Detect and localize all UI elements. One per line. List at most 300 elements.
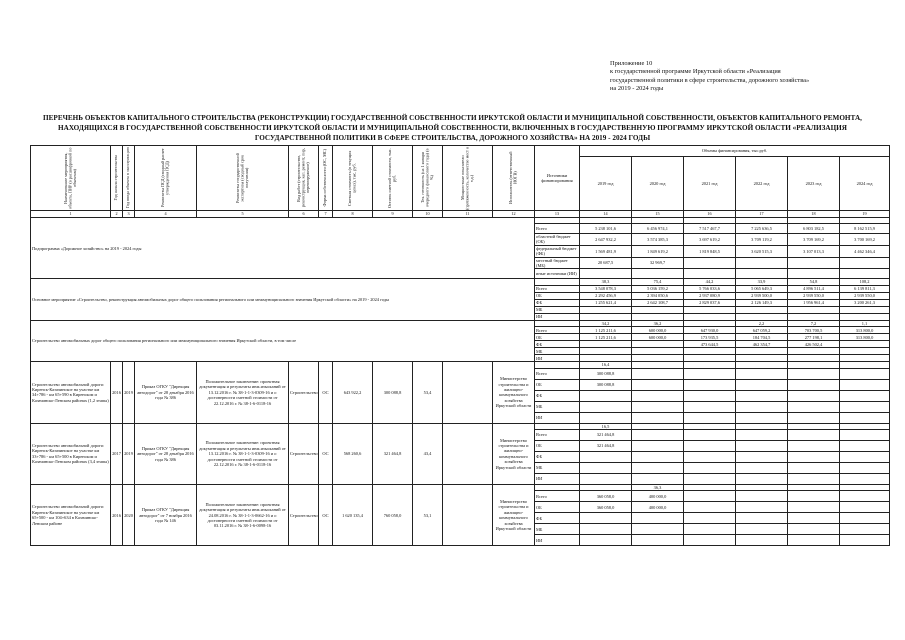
funding-value: 3 620 515,3 xyxy=(736,245,788,257)
object-end-year: 2020 xyxy=(123,485,135,546)
funding-value xyxy=(632,341,684,348)
appendix-line: к государственной программе Иркутской области «Реализация xyxy=(610,68,781,76)
funding-source: ОБ xyxy=(535,292,580,299)
funding-source: ФБ xyxy=(535,390,580,401)
funding-value: 3 574 385,3 xyxy=(632,234,684,246)
funding-value xyxy=(632,513,684,524)
funding-source: ФБ xyxy=(535,513,580,524)
section-name: Подпрограмма «Дорожное хозяйство» на 2019 - 2024 годы xyxy=(31,218,535,279)
header-end-year: Год ввода объекта в эксплуатацию xyxy=(123,146,135,211)
percent-cell: 2,2 xyxy=(736,320,788,326)
object-psd: Приказ ОГКУ "Дирекция автодорог" от 7 ноября 2016 года № 146 xyxy=(135,485,197,546)
funding-value xyxy=(840,463,890,474)
funding-value xyxy=(580,513,632,524)
funding-source: иные источники (ИИ) xyxy=(535,269,580,279)
funding-value xyxy=(840,452,890,463)
funding-value xyxy=(840,535,890,546)
funding-value xyxy=(788,524,840,535)
header-source: Источники финансирования xyxy=(535,146,580,211)
funding-value: 6 139 811,3 xyxy=(840,285,890,292)
funding-value xyxy=(736,441,788,452)
percent-cell: 36,3 xyxy=(632,485,684,491)
funding-value: 2 126 149,3 xyxy=(736,299,788,306)
funding-value xyxy=(580,390,632,401)
funding-value: 1 125 211,6 xyxy=(580,334,632,341)
funding-value xyxy=(684,412,736,423)
funding-source: ИИ xyxy=(535,313,580,320)
funding-value: 300 088,8 xyxy=(580,368,632,379)
funding-value xyxy=(632,390,684,401)
funding-value: 2 939 550,0 xyxy=(840,292,890,299)
funding-value xyxy=(736,306,788,313)
funding-value: 2 292 456,9 xyxy=(580,292,632,299)
funding-value xyxy=(788,452,840,463)
funding-value: 313 800,0 xyxy=(840,334,890,341)
object-executor: Министерство строительства и жилищно-коммунального хозяйства Иркутской области xyxy=(493,485,535,546)
header-funding: Объемы финансирования, тыс.руб. xyxy=(580,146,890,157)
appendix-line: Приложение 10 xyxy=(610,60,653,67)
appendix-line: государственной политики в сфере строительства, дорожного хозяйства» xyxy=(610,76,810,84)
funding-value xyxy=(840,390,890,401)
funding-source: Всего xyxy=(535,224,580,234)
header-year: 2019 год xyxy=(580,156,632,210)
column-number: 6 xyxy=(289,211,319,218)
funding-source: ФБ xyxy=(535,299,580,306)
funding-value xyxy=(580,474,632,485)
funding-value: 6 803 182,5 xyxy=(788,224,840,234)
object-name: Строительство автомобильной дороги Киренск-Казачинское на участке км 65+500 - км 104+634 в Казачинско-Ленском районе xyxy=(31,485,111,546)
funding-value: 184 704,5 xyxy=(736,334,788,341)
funding-source: МБ xyxy=(535,524,580,535)
funding-source: ОБ xyxy=(535,441,580,452)
funding-value xyxy=(788,502,840,513)
funding-value xyxy=(684,502,736,513)
object-expertise: Положительное заключение: проектная документация и результаты инж.изысканий от 13.12.2016 г. № 38-1-1-3-0309-16 и о достоверности сметной стоимости от 22.12.2016 г. № 38-1-6-0118-16 xyxy=(197,362,289,423)
funding-value xyxy=(788,412,840,423)
object-psd: Приказ ОГКУ "Дирекция автодорог" от 28 декабря 2016 года № 386 xyxy=(135,362,197,423)
funding-value: 32 969,7 xyxy=(632,257,684,269)
funding-value xyxy=(684,306,736,313)
funding-value xyxy=(684,269,736,279)
percent-cell: 38,3 xyxy=(580,279,632,285)
funding-value: 4 896 511,4 xyxy=(788,285,840,292)
funding-value: 3 709 119,2 xyxy=(736,234,788,246)
column-number: 8 xyxy=(333,211,373,218)
funding-value: 647 059,2 xyxy=(736,327,788,334)
funding-source: Всего xyxy=(535,285,580,292)
column-number: 9 xyxy=(373,211,413,218)
funding-source: Всего xyxy=(535,430,580,441)
object-end-year: 2019 xyxy=(123,362,135,423)
funding-value xyxy=(684,474,736,485)
funding-value: 360 058,0 xyxy=(580,502,632,513)
column-number: 12 xyxy=(493,211,535,218)
funding-value: 3 548 078,3 xyxy=(580,285,632,292)
funding-value: 2 642 108,7 xyxy=(632,299,684,306)
funding-value: 1 819 848,5 xyxy=(684,245,736,257)
header-cost: Сметная стоимость (в текущих ценах), тыс. руб. xyxy=(333,146,373,211)
funding-value xyxy=(736,269,788,279)
object-executor: Министерство строительства и жилищно-коммунального хозяйства Иркутской области xyxy=(493,362,535,423)
column-number: 19 xyxy=(840,211,890,218)
funding-value xyxy=(632,368,684,379)
funding-value xyxy=(736,474,788,485)
funding-value xyxy=(684,524,736,535)
funding-value xyxy=(684,257,736,269)
funding-value xyxy=(684,368,736,379)
funding-value: 321 464,8 xyxy=(580,430,632,441)
funding-value: 321 464,8 xyxy=(580,441,632,452)
column-numbers-row xyxy=(31,211,890,218)
funding-value xyxy=(632,306,684,313)
funding-value: 600 000,0 xyxy=(632,327,684,334)
funding-value: 2 394 050,6 xyxy=(632,292,684,299)
funding-source: ИИ xyxy=(535,535,580,546)
header-executor: Исполнитель (ответственный ИОГВ) xyxy=(493,146,535,211)
funding-value xyxy=(632,348,684,355)
funding-value: 400 000,0 xyxy=(632,491,684,502)
funding-value: 400 000,0 xyxy=(632,502,684,513)
object-capacity xyxy=(443,362,493,423)
funding-value xyxy=(736,390,788,401)
funding-value: 1 849 619,2 xyxy=(632,245,684,257)
funding-value: 2 939 550,0 xyxy=(788,292,840,299)
funding-value xyxy=(736,355,788,362)
funding-value xyxy=(788,401,840,412)
funding-value xyxy=(840,368,890,379)
column-number: 1 xyxy=(31,211,111,218)
funding-value xyxy=(684,401,736,412)
funding-value: 6 456 974,1 xyxy=(632,224,684,234)
header-name: Наименование мероприятия, объекта, ПИР (в расшифровкой по объектам) xyxy=(31,146,111,211)
funding-value xyxy=(840,401,890,412)
funding-value: 313 800,0 xyxy=(840,327,890,334)
funding-value xyxy=(632,452,684,463)
funding-source: МБ xyxy=(535,463,580,474)
funding-value xyxy=(788,306,840,313)
percent-cell: 33,9 xyxy=(736,279,788,285)
funding-value xyxy=(736,257,788,269)
column-number: 16 xyxy=(684,211,736,218)
object-rest: 760 058,0 xyxy=(373,485,413,546)
funding-source: ОБ xyxy=(535,334,580,341)
appendix-line: на 2019 - 2024 годы xyxy=(610,85,664,93)
column-number: 4 xyxy=(135,211,197,218)
object-readiness: 53,1 xyxy=(413,485,443,546)
funding-value xyxy=(580,306,632,313)
funding-value xyxy=(736,513,788,524)
funding-value xyxy=(580,313,632,320)
header-capacity: Мощностные показатели (протяженность, количество мест и т.д.) xyxy=(443,146,493,211)
header-year: 2024 год xyxy=(840,156,890,210)
percent-cell: 16,5 xyxy=(580,423,632,429)
column-number: 11 xyxy=(443,211,493,218)
column-number: 5 xyxy=(197,211,289,218)
funding-value xyxy=(632,269,684,279)
column-number: 17 xyxy=(736,211,788,218)
funding-value xyxy=(840,341,890,348)
funding-value xyxy=(580,341,632,348)
funding-value: 2 647 932,2 xyxy=(580,234,632,246)
funding-source: ИИ xyxy=(535,355,580,362)
funding-value xyxy=(736,491,788,502)
funding-value xyxy=(632,463,684,474)
funding-value xyxy=(736,502,788,513)
funding-value: 277 198,1 xyxy=(788,334,840,341)
objects-table xyxy=(30,145,890,546)
funding-value xyxy=(788,313,840,320)
appendix-note xyxy=(610,60,860,94)
funding-value: 7 517 467,7 xyxy=(684,224,736,234)
funding-value xyxy=(684,348,736,355)
funding-source: МБ xyxy=(535,348,580,355)
object-start-year: 2017 xyxy=(111,423,123,484)
object-start-year: 2016 xyxy=(111,485,123,546)
funding-source: МБ xyxy=(535,401,580,412)
funding-value xyxy=(684,355,736,362)
funding-value xyxy=(840,441,890,452)
column-number: 3 xyxy=(123,211,135,218)
object-end-year: 2019 xyxy=(123,423,135,484)
funding-value xyxy=(788,348,840,355)
funding-value xyxy=(736,379,788,390)
funding-value: 3 709 169,2 xyxy=(788,234,840,246)
object-readiness: 53,4 xyxy=(413,362,443,423)
header-work-type: Вид работ (строительство, реконструкция, кап. ремонт, пир, перевооружение) xyxy=(289,146,319,211)
funding-value xyxy=(788,390,840,401)
funding-value xyxy=(788,269,840,279)
object-readiness: 43,4 xyxy=(413,423,443,484)
funding-value: 8 162 515,9 xyxy=(840,224,890,234)
funding-value xyxy=(788,257,840,269)
funding-value xyxy=(632,313,684,320)
object-name: Строительство автомобильной дороги Киренск-Казачинское на участке км 33+786 - км 65+500 в Киренском и Казачинско-Ленском районах (3,4 этапы) xyxy=(31,423,111,484)
funding-value xyxy=(788,491,840,502)
funding-value: 7 225 636,5 xyxy=(736,224,788,234)
column-number: 13 xyxy=(535,211,580,218)
funding-value: 300 088,8 xyxy=(580,379,632,390)
funding-source: ИИ xyxy=(535,412,580,423)
funding-source: ФБ xyxy=(535,341,580,348)
funding-value xyxy=(632,535,684,546)
funding-value xyxy=(580,535,632,546)
funding-source: ФБ xyxy=(535,452,580,463)
funding-value: 360 058,0 xyxy=(580,491,632,502)
funding-value xyxy=(632,524,684,535)
object-expertise: Положительное заключение: проектная документация и результаты инж.изысканий от 13.12.2016 г. № 38-1-1-3-0309-16 и о достоверности сметной стоимости от 22.12.2016 г. № 38-1-6-0118-16 xyxy=(197,423,289,484)
funding-value xyxy=(580,452,632,463)
header-year: 2023 год xyxy=(788,156,840,210)
funding-value xyxy=(736,412,788,423)
funding-value xyxy=(580,412,632,423)
funding-value: 5 238 101,6 xyxy=(580,224,632,234)
funding-value: 2 829 037,6 xyxy=(684,299,736,306)
funding-value xyxy=(736,463,788,474)
funding-value xyxy=(840,257,890,269)
funding-source: областной бюджет (ОБ) xyxy=(535,234,580,246)
funding-value: 647 930,0 xyxy=(684,327,736,334)
percent-row xyxy=(31,279,890,285)
object-cost: 568 260,6 xyxy=(333,423,373,484)
funding-value: 2 939 500,0 xyxy=(736,292,788,299)
percent-cell: 54,8 xyxy=(788,279,840,285)
percent-cell: 44,2 xyxy=(684,279,736,285)
funding-value xyxy=(736,524,788,535)
percent-cell: 34,2 xyxy=(580,320,632,326)
column-number: 2 xyxy=(111,211,123,218)
funding-value xyxy=(788,535,840,546)
funding-value: 3 697 619,2 xyxy=(684,234,736,246)
funding-source: ОБ xyxy=(535,379,580,390)
object-executor: Министерство строительства и жилищно-коммунального хозяйства Иркутской области xyxy=(493,423,535,484)
funding-source: федеральный бюджет (ФБ) xyxy=(535,245,580,257)
funding-source: Всего xyxy=(535,491,580,502)
funding-value xyxy=(580,463,632,474)
column-number: 14 xyxy=(580,211,632,218)
funding-value xyxy=(632,441,684,452)
funding-value xyxy=(788,441,840,452)
funding-value xyxy=(632,412,684,423)
funding-value: 473 644,5 xyxy=(684,341,736,348)
object-cost: 643 922,2 xyxy=(333,362,373,423)
funding-value xyxy=(580,524,632,535)
header-year: 2021 год xyxy=(684,156,736,210)
percent-cell: 108,2 xyxy=(840,279,890,285)
object-capacity xyxy=(443,485,493,546)
column-number: 18 xyxy=(788,211,840,218)
document-title: ПЕРЕЧЕНЬ ОБЪЕКТОВ КАПИТАЛЬНОГО СТРОИТЕЛЬСТВА (РЕКОНСТРУКЦИИ) ГОСУДАРСТВЕННОЙ СОБСТВЕННОСТИ ИРКУТСКОЙ ОБЛАСТИ И МУНИЦИПАЛЬНОЙ СОБСТВЕННОСТИ, ОБЪЕКТОВ КАПИТАЛЬНОГО РЕМОНТА, НАХОДЯЩИХСЯ В ГОСУДАРСТВЕННОЙ СОБСТВЕННОСТИ ИРКУТСКОЙ ОБЛАСТИ И МУНИЦИПАЛЬНОЙ СОБСТВЕННОСТИ, ВКЛЮЧЕННЫХ В ГОСУДАРСТВЕННУЮ ПРОГРАММУ ИРКУТСКОЙ ОБЛАСТИ «РЕАЛИЗАЦИЯ ГОСУДАРСТВЕННОЙ ПОЛИТИКИ В СФЕРЕ СТРОИТЕЛЬСТВА, ДОРОЖНОГО ХОЗЯЙСТВА» НА 2019 - 2024 ГОДЫ xyxy=(43,114,862,142)
funding-value xyxy=(840,491,890,502)
funding-value xyxy=(840,313,890,320)
object-work-type: Строительство xyxy=(289,362,319,423)
funding-value xyxy=(840,355,890,362)
funding-value xyxy=(788,430,840,441)
percent-cell: 7,2 xyxy=(788,320,840,326)
funding-value xyxy=(632,401,684,412)
funding-value: 5 065 649,3 xyxy=(736,285,788,292)
funding-value xyxy=(684,535,736,546)
funding-source: местный бюджет (МБ) xyxy=(535,257,580,269)
header-readiness: Тех. готовность (на 1 января очередного финансового года) (в %) xyxy=(413,146,443,211)
header-psd: Реквизиты ПСД (сводный расчет утверждения ПСД) xyxy=(135,146,197,211)
funding-value: 3 700 169,2 xyxy=(840,234,890,246)
header-year: 2020 год xyxy=(632,156,684,210)
funding-value xyxy=(684,430,736,441)
section-name: Основное мероприятие «Строительство, реконструкция автомобильных дорог общего пользования регионального или межмуниципального значения Иркутской области» на 2019 - 2024 годы xyxy=(31,279,535,320)
column-number: 15 xyxy=(632,211,684,218)
column-number: 7 xyxy=(319,211,333,218)
funding-value xyxy=(580,355,632,362)
funding-value: 1 255 621,4 xyxy=(580,299,632,306)
funding-source: ОБ xyxy=(535,502,580,513)
object-work-type: Строительство xyxy=(289,485,319,546)
funding-value xyxy=(684,313,736,320)
funding-value xyxy=(840,474,890,485)
funding-value xyxy=(840,502,890,513)
funding-value: 426 502,4 xyxy=(788,341,840,348)
percent-cell: 75,4 xyxy=(632,279,684,285)
percent-row xyxy=(31,320,890,326)
funding-value xyxy=(840,348,890,355)
funding-value xyxy=(736,401,788,412)
funding-value xyxy=(736,535,788,546)
object-ownership: ОС xyxy=(319,423,333,484)
funding-value xyxy=(684,390,736,401)
funding-value: 1 569 481,9 xyxy=(580,245,632,257)
funding-value: 462 354,7 xyxy=(736,341,788,348)
object-name: Строительство автомобильной дороги Киренск-Казачинское на участке км 34+786 - км 65+590 в Киренском и Казачинско-Ленском районах (1,2 этапы) xyxy=(31,362,111,423)
object-cost: 1 620 135,4 xyxy=(333,485,373,546)
funding-value: 1 125 211,6 xyxy=(580,327,632,334)
funding-source: ИИ xyxy=(535,474,580,485)
funding-value xyxy=(788,513,840,524)
funding-value xyxy=(632,474,684,485)
object-start-year: 2016 xyxy=(111,362,123,423)
header-start-year: Год начала строительства xyxy=(111,146,123,211)
object-expertise: Положительное заключение: проектная документация и результаты инж.изысканий от 24.08.2016 г. № 38-1-1-3-0662-16 и о достоверности сметной стоимости от 03.11.2016 г. № 38-1-6-0098-16 xyxy=(197,485,289,546)
funding-source: Всего xyxy=(535,327,580,334)
header-ownership: Форма собственности (ОС, МС) xyxy=(319,146,333,211)
funding-value xyxy=(736,430,788,441)
funding-value xyxy=(684,491,736,502)
funding-source: Всего xyxy=(535,368,580,379)
header-rest: Остаток сметной стоимости, тыс. руб. xyxy=(373,146,413,211)
object-ownership: ОС xyxy=(319,485,333,546)
funding-value xyxy=(580,269,632,279)
funding-value xyxy=(840,430,890,441)
funding-value xyxy=(840,524,890,535)
funding-value xyxy=(632,379,684,390)
object-capacity xyxy=(443,423,493,484)
object-rest: 321 464,8 xyxy=(373,423,413,484)
funding-value xyxy=(736,452,788,463)
percent-cell: 16,4 xyxy=(580,362,632,368)
funding-value xyxy=(684,441,736,452)
object-work-type: Строительство xyxy=(289,423,319,484)
funding-value xyxy=(684,513,736,524)
funding-value xyxy=(580,401,632,412)
object-rest: 300 088,8 xyxy=(373,362,413,423)
funding-value: 3 107 013,3 xyxy=(788,245,840,257)
funding-value: 5 766 033,6 xyxy=(684,285,736,292)
funding-value xyxy=(736,368,788,379)
funding-source: МБ xyxy=(535,306,580,313)
funding-value: 173 935,5 xyxy=(684,334,736,341)
funding-value xyxy=(840,306,890,313)
funding-value xyxy=(840,379,890,390)
funding-value: 1 956 961,4 xyxy=(788,299,840,306)
section-name: Строительство автомобильных дорог общего пользования регионального или межмуниципального значения Иркутской области, в том числе xyxy=(31,320,535,361)
funding-value xyxy=(840,513,890,524)
object-psd: Приказ ОГКУ "Дирекция автодорог" от 28 декабря 2016 года № 386 xyxy=(135,423,197,484)
funding-value xyxy=(736,313,788,320)
funding-value xyxy=(840,412,890,423)
column-number: 10 xyxy=(413,211,443,218)
funding-value xyxy=(684,379,736,390)
funding-value xyxy=(788,355,840,362)
funding-value: 5 036 159,2 xyxy=(632,285,684,292)
funding-value: 4 462 346,4 xyxy=(840,245,890,257)
funding-value xyxy=(788,474,840,485)
object-ownership: ОС xyxy=(319,362,333,423)
funding-value xyxy=(632,430,684,441)
funding-value xyxy=(580,348,632,355)
funding-value: 703 700,5 xyxy=(788,327,840,334)
funding-value: 2 937 080,9 xyxy=(684,292,736,299)
funding-value xyxy=(788,379,840,390)
funding-value xyxy=(788,463,840,474)
funding-value xyxy=(684,452,736,463)
